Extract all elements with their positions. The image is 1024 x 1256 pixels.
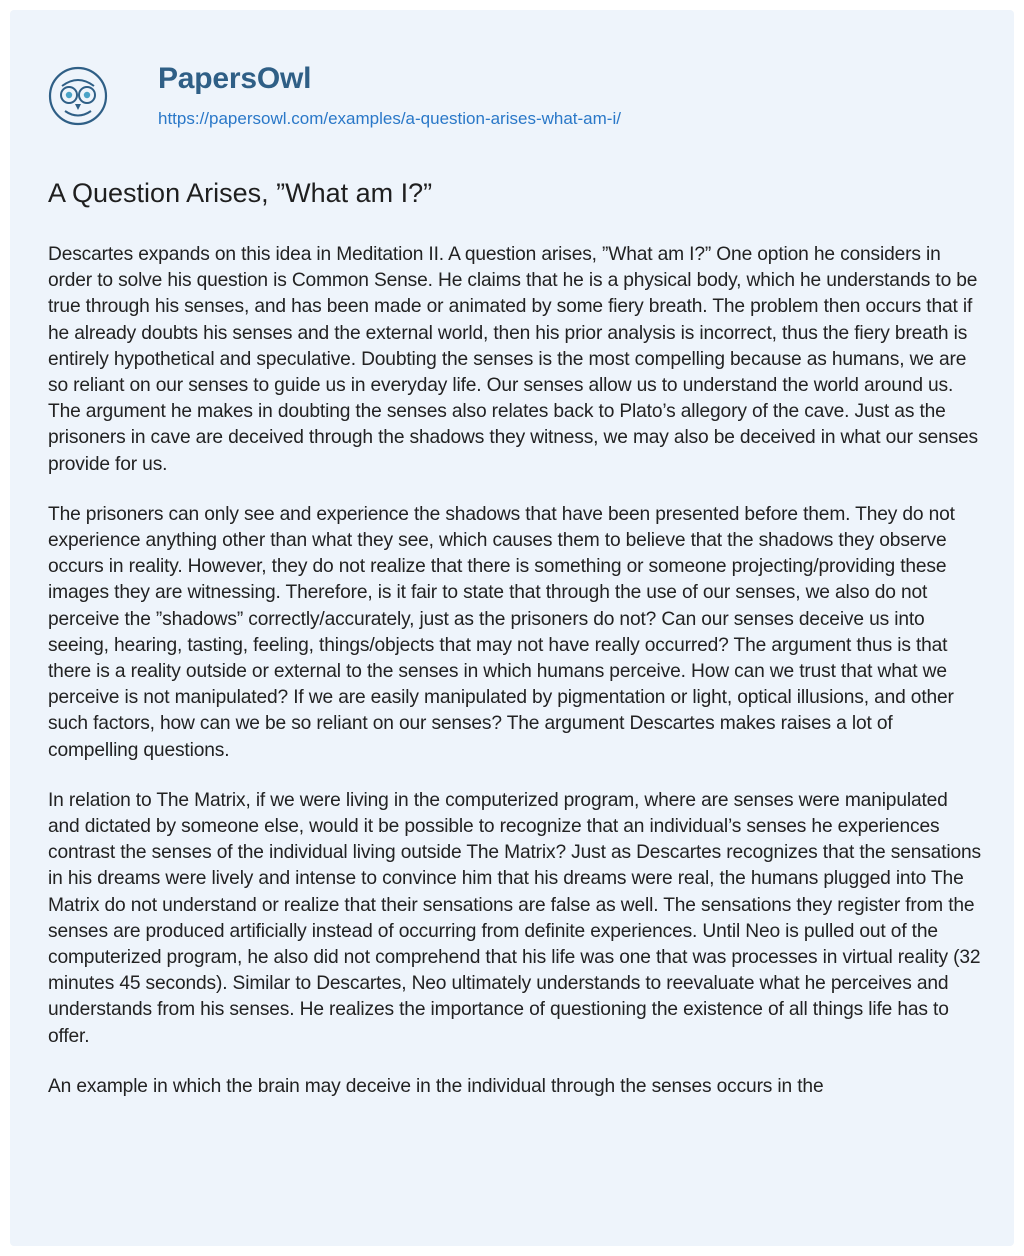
document-frame [10, 10, 1014, 1246]
article-paragraph: An example in which the brain may deceive in the individual through the senses occurs in the [48, 1075, 824, 1097]
site-header [48, 62, 988, 142]
article-url-link[interactable]: https://papersowl.com/examples/a-question-arises-what-am-i/ [158, 109, 621, 128]
article-paragraph: Descartes expands on this idea in Meditation II. A question arises, ”What am I?” One option he considers in order to solve his question is Common Sense. He claims that he is a physical body, which he understands to be true through his senses, and has been made or animated by some fiery breath. The problem then occurs that if he already doubts his senses and the external world, then his prior analysis is incorrect, thus the fiery breath is entirely hypothetical and speculative. Doubting the senses is the most compelling because as humans, we are so reliant on our senses to guide us in everyday life. Our senses allow us to understand the world around us. The argument he makes in doubting the senses also relates back to Plato’s allegory of the cave. Just as the prisoners in cave are deceived through the shadows they witness, we may also be deceived in what our senses provide for us. [48, 244, 978, 475]
article-paragraph: The prisoners can only see and experience the shadows that have been presented before them. They do not experience anything other than what they see, which causes them to believe that the shadows they observe occurs in reality. However, they do not realize that there is something or someone projecting/providing these images they are witnessing. Therefore, is it fair to state that through the use of our senses, we also do not perceive the ”shadows” correctly/accurately, just as the prisoners do not? Can our senses deceive us into seeing, hearing, tasting, feeling, things/objects that may not have really occurred? The argument thus is that there is a reality outside or external to the senses in which humans perceive. How can we trust that what we perceive is not manipulated? If we are easily manipulated by pigmentation or light, optical illusions, and other such factors, how can we be so reliant on our senses? The argument Descartes makes raises a lot of compelling questions. [48, 503, 955, 761]
brand-name[interactable]: PapersOwl [158, 62, 312, 95]
article-paragraph: In relation to The Matrix, if we were living in the computerized program, where are senses were manipulated and dictated by someone else, would it be possible to recognize that an individual’s senses he experiences contrast the senses of the individual living outside The Matrix? Just as Descartes recognizes that the sensations in his dreams were lively and intense to convince him that his dreams were real, the humans plugged into The Matrix do not understand or realize that their sensations are false as well. The sensations they register from the senses are produced artificially instead of occurring from definite experiences. Until Neo is pulled out of the computerized program, he also did not comprehend that his life was one that was processes in virtual reality (32 minutes 45 seconds). Similar to Descartes, Neo ultimately understands to reevaluate what he perceives and understands from his senses. He realizes the importance of questioning the existence of all things life has to offer. [48, 789, 981, 1047]
owl-logo-icon [48, 66, 108, 126]
article-body [48, 242, 983, 1124]
article-title: A Question Arises, ”What am I?” [48, 178, 433, 208]
